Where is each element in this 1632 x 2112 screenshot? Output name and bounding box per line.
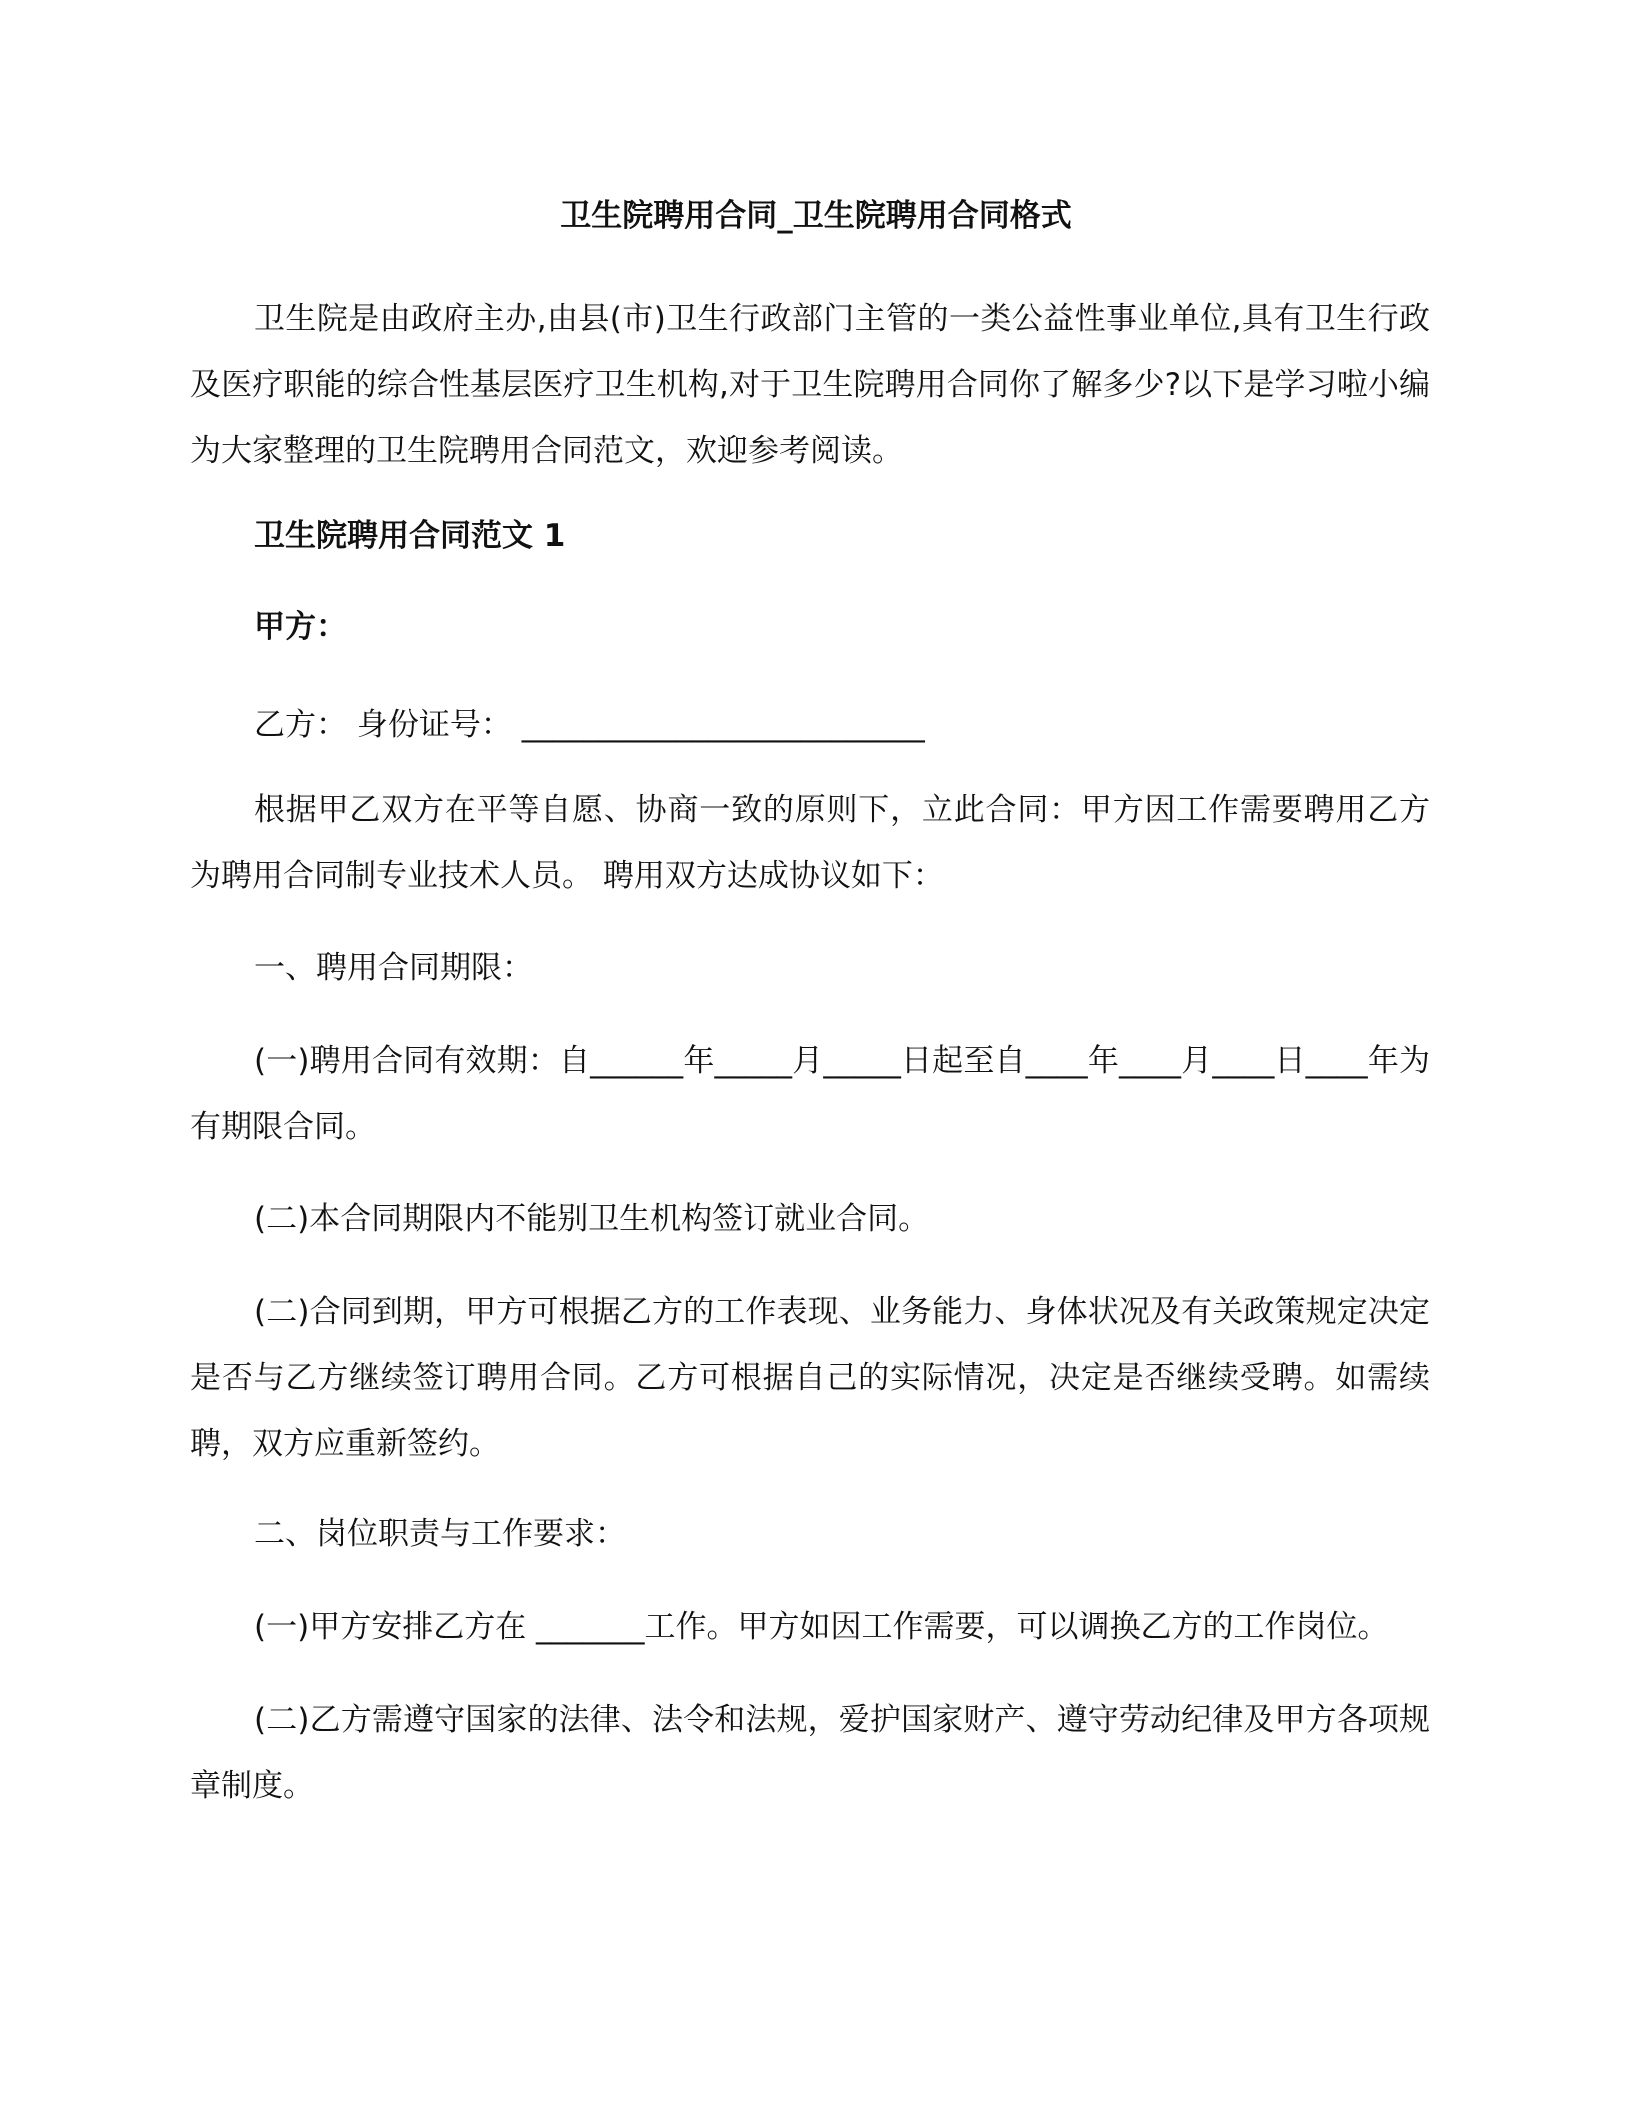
clause-2-1: (一)甲方安排乙方在 _______工作。甲方如因工作需要，可以调换乙方的工作岗位。 bbox=[254, 1609, 1389, 1645]
party-a-line: 甲方： bbox=[254, 609, 347, 645]
clause-1-3: (二)合同到期，甲方可根据乙方的工作表现、业务能力、身体状况及有关政策规定决定是否与乙方继续签订聘用合同。乙方可根据自己的实际情况，决定是否继续受聘。如需续聘，双方应重新签约。 bbox=[190, 1294, 1430, 1462]
preamble-paragraph: 根据甲乙双方在平等自愿、协商一致的原则下，立此合同：甲方因工作需要聘用乙方为聘用合同制专业技术人员。 聘用双方达成协议如下： bbox=[190, 792, 1430, 894]
clause-1-1: (一)聘用合同有效期：自______年_____月_____日起至自____年____月____日____年为有期限合同。 bbox=[190, 1043, 1430, 1145]
document-title: 卫生院聘用合同_卫生院聘用合同格式 bbox=[560, 198, 1072, 234]
party-b-line: 乙方： 身份证号： __________________________ bbox=[254, 707, 925, 743]
clause-2-2: (二)乙方需遵守国家的法律、法令和法规，爱护国家财产、遵守劳动纪律及甲方各项规章制度。 bbox=[190, 1702, 1430, 1804]
clause-1-heading: 一、聘用合同期限： bbox=[254, 950, 533, 986]
section-heading: 卫生院聘用合同范文 1 bbox=[254, 518, 566, 554]
clause-2-heading: 二、岗位职责与工作要求： bbox=[254, 1516, 626, 1552]
intro-paragraph: 卫生院是由政府主办,由县(市)卫生行政部门主管的一类公益性事业单位,具有卫生行政及医疗职能的综合性基层医疗卫生机构,对于卫生院聘用合同你了解多少?以下是学习啦小编为大家整理的卫生院聘用合同范文，欢迎参考阅读。 bbox=[190, 301, 1430, 469]
clause-1-2: (二)本合同期限内不能别卫生机构签订就业合同。 bbox=[254, 1201, 930, 1237]
